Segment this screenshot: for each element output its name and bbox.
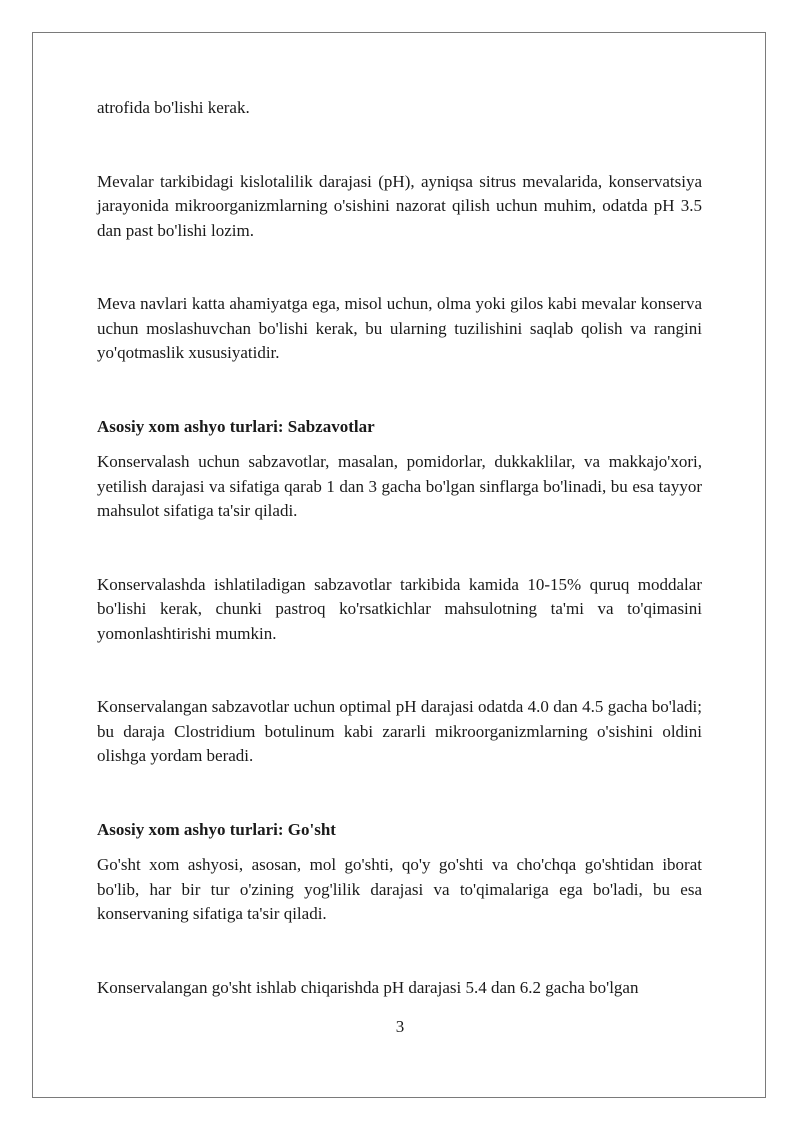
paragraph-meat-ph: Konservalangan go'sht ishlab chiqarishda pH darajasi 5.4 dan 6.2 gacha bo'lgan xyxy=(97,977,639,997)
spacer xyxy=(97,646,702,695)
paragraph-fruit-varieties: Meva navlari katta ahamiyatga ega, misol uchun, olma yoki gilos kabi mevalar konserva uchun moslashuvchan bo'lishi kerak, bu ularning tuzilishini saqlab qolish va rangini yo'qotmaslik xususiyatidir. xyxy=(97,294,702,362)
spacer xyxy=(97,524,702,573)
paragraph-vegetable-dry-matter: Konservalashda ishlatiladigan sabzavotlar tarkibida kamida 10-15% quruq moddalar bo'lishi kerak, chunki pastroq ko'rsatkichlar mahsulotning ta'mi va to'qimasini yomonlashtirishi mumkin. xyxy=(97,574,702,643)
spacer xyxy=(97,439,702,450)
section-heading-vegetables: Asosiy xom ashyo turlari: Sabzavotlar xyxy=(97,416,375,436)
page-content xyxy=(97,96,702,1000)
spacer xyxy=(97,769,702,818)
paragraph-vegetable-classes: Konservalash uchun sabzavotlar, masalan, pomidorlar, dukkaklilar, va makkajo'xori, yetilish darajasi va sifatiga qarab 1 dan 3 gacha bo'lgan sinflarga bo'linadi, bu esa tayyor mahsulot sifatiga ta'sir qiladi. xyxy=(97,452,702,520)
paragraph-meat-types: Go'sht xom ashyosi, asosan, mol go'shti, qo'y go'shti va cho'chqa go'shtidan iborat bo'lib, har bir tur o'zining yog'lilik darajasi va to'qimalariga ega bo'ladi, bu esa konservaning sifatiga ta'sir qiladi. xyxy=(97,855,702,923)
paragraph-vegetable-ph: Konservalangan sabzavotlar uchun optimal pH darajasi odatda 4.0 dan 4.5 gacha bo'ladi; bu daraja Clostridium botulinum kabi zararli mikroorganizmlarning o'sishini oldini olishga yordam beradi. xyxy=(97,697,702,765)
paragraph-fragment: atrofida bo'lishi kerak. xyxy=(97,98,250,117)
section-heading-meat: Asosiy xom ashyo turlari: Go'sht xyxy=(97,819,336,839)
spacer xyxy=(97,366,702,415)
paragraph-fruit-acidity: Mevalar tarkibidagi kislotalilik darajasi (pH), ayniqsa sitrus mevalarida, konservatsiya jarayonida mikroorganizmlarning o'sishini nazorat qilish uchun muhim, odatda pH 3.5 dan past bo'lishi lozim. xyxy=(97,171,702,240)
spacer xyxy=(97,121,702,170)
spacer xyxy=(97,842,702,853)
spacer xyxy=(97,927,702,976)
spacer xyxy=(97,243,702,292)
page-number: 3 xyxy=(395,1017,405,1036)
